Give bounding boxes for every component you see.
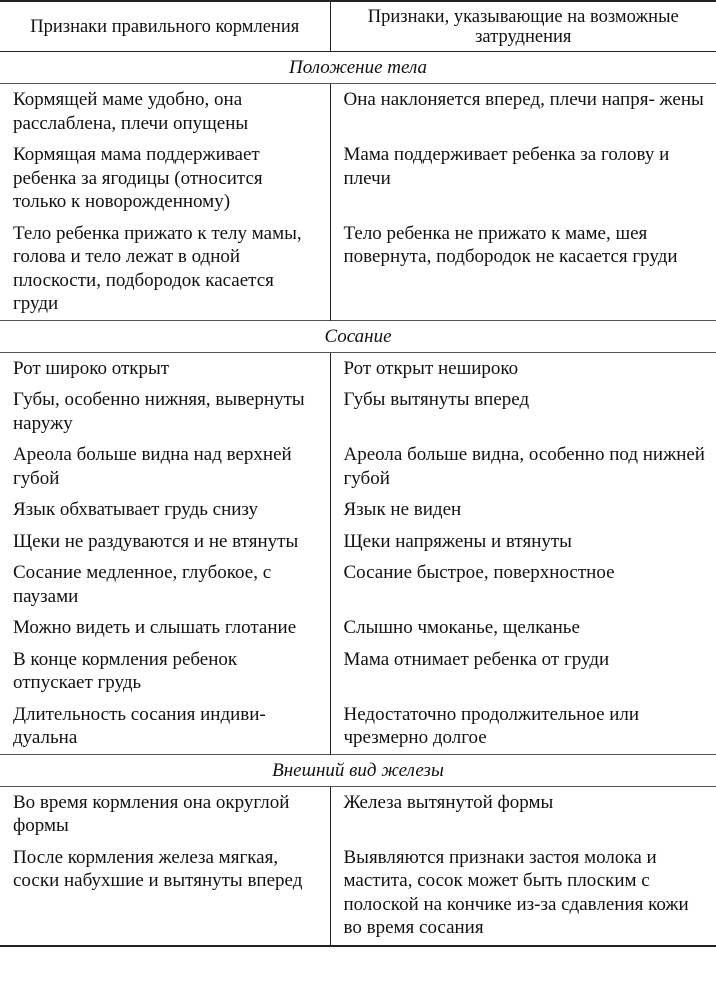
section-heading-row bbox=[0, 320, 716, 352]
header-possible-difficulties: Признаки, указывающие на возможные затруднения bbox=[330, 1, 716, 52]
difficulty-sign-cell: Железа вытянутой формы bbox=[343, 791, 554, 813]
difficulty-sign-cell: Губы вытянуты вперед bbox=[343, 389, 530, 410]
difficulty-sign-cell: Рот открыт нешироко bbox=[343, 357, 519, 379]
table-row bbox=[0, 218, 716, 321]
difficulty-sign-cell: Она наклоняется вперед, плечи напря- жены bbox=[343, 89, 704, 110]
correct-sign-cell: Щеки не раздуваются и не втянуты bbox=[0, 526, 330, 558]
table-row bbox=[0, 842, 716, 946]
difficulty-sign-cell: Сосание быстрое, поверхностное bbox=[343, 562, 615, 583]
header-row bbox=[0, 1, 716, 52]
difficulty-sign-cell: Мама отнимает ребенка от груди bbox=[343, 648, 610, 670]
correct-sign-cell: Тело ребенка прижато к телу мамы, голова и тело лежат в одной плоскости, подбородок касается груди bbox=[0, 218, 330, 321]
correct-sign-cell: Сосание медленное, глубокое, с паузами bbox=[0, 557, 330, 612]
difficulty-sign-cell: Ареола больше видна, особенно под нижней губой bbox=[343, 444, 705, 489]
correct-sign-cell: В конце кормления ребенок отпускает грудь bbox=[0, 644, 330, 699]
table-row bbox=[0, 84, 716, 140]
table-row bbox=[0, 699, 716, 755]
correct-sign-cell: Губы, особенно нижняя, вывернуты наружу bbox=[0, 384, 330, 439]
table-row bbox=[0, 384, 716, 439]
table-row bbox=[0, 557, 716, 612]
section-title-body-position: Положение тела bbox=[0, 52, 716, 84]
table-row bbox=[0, 494, 716, 526]
difficulty-sign-cell: Недостаточно продолжительное или чрезмерно долгое bbox=[343, 703, 640, 748]
section-heading-row bbox=[0, 52, 716, 84]
correct-sign-cell: Кормящая мама поддерживает ребенка за ягодицы (относится только к новорожденному) bbox=[0, 139, 330, 218]
correct-sign-cell: После кормления железа мягкая, соски набухшие и вытянуты вперед bbox=[0, 842, 330, 946]
correct-sign-cell: Можно видеть и слышать глотание bbox=[0, 612, 330, 644]
correct-sign-cell: Длительность сосания индиви- дуальна bbox=[0, 699, 330, 755]
table-row bbox=[0, 139, 716, 218]
difficulty-sign-cell: Тело ребенка не прижато к маме, шея повернута, подбородок не касается груди bbox=[343, 222, 678, 267]
difficulty-sign-cell: Выявляются признаки застоя молока и мастита, сосок может быть плоским с полоской на кончике из-за сдавления кожи во время сосания bbox=[330, 842, 716, 946]
correct-sign-cell: Язык обхватывает грудь снизу bbox=[0, 494, 330, 526]
section-title-breast-appearance: Внешний вид железы bbox=[0, 754, 716, 786]
difficulty-sign-cell: Щеки напряжены и втянуты bbox=[343, 530, 572, 552]
correct-sign-cell: Ареола больше видна над верхней губой bbox=[0, 439, 330, 494]
correct-sign-cell: Рот широко открыт bbox=[0, 352, 330, 384]
section-heading-row bbox=[0, 754, 716, 786]
table-row bbox=[0, 612, 716, 644]
header-correct-feeding: Признаки правильного кормления bbox=[0, 1, 330, 52]
table-row bbox=[0, 439, 716, 494]
difficulty-sign-cell: Слышно чмоканье, щелканье bbox=[343, 617, 580, 638]
table-row bbox=[0, 352, 716, 384]
table-row bbox=[0, 786, 716, 842]
table-row bbox=[0, 526, 716, 558]
difficulty-sign-cell: Язык не виден bbox=[343, 499, 462, 520]
table-row bbox=[0, 644, 716, 699]
section-title-suckling: Сосание bbox=[0, 320, 716, 352]
table-body bbox=[0, 1, 716, 946]
correct-sign-cell: Кормящей маме удобно, она расслаблена, плечи опущены bbox=[0, 84, 330, 140]
correct-sign-cell: Во время кормления она округлой формы bbox=[0, 786, 330, 842]
difficulty-sign-cell: Мама поддерживает ребенка за голову и плечи bbox=[343, 144, 670, 189]
